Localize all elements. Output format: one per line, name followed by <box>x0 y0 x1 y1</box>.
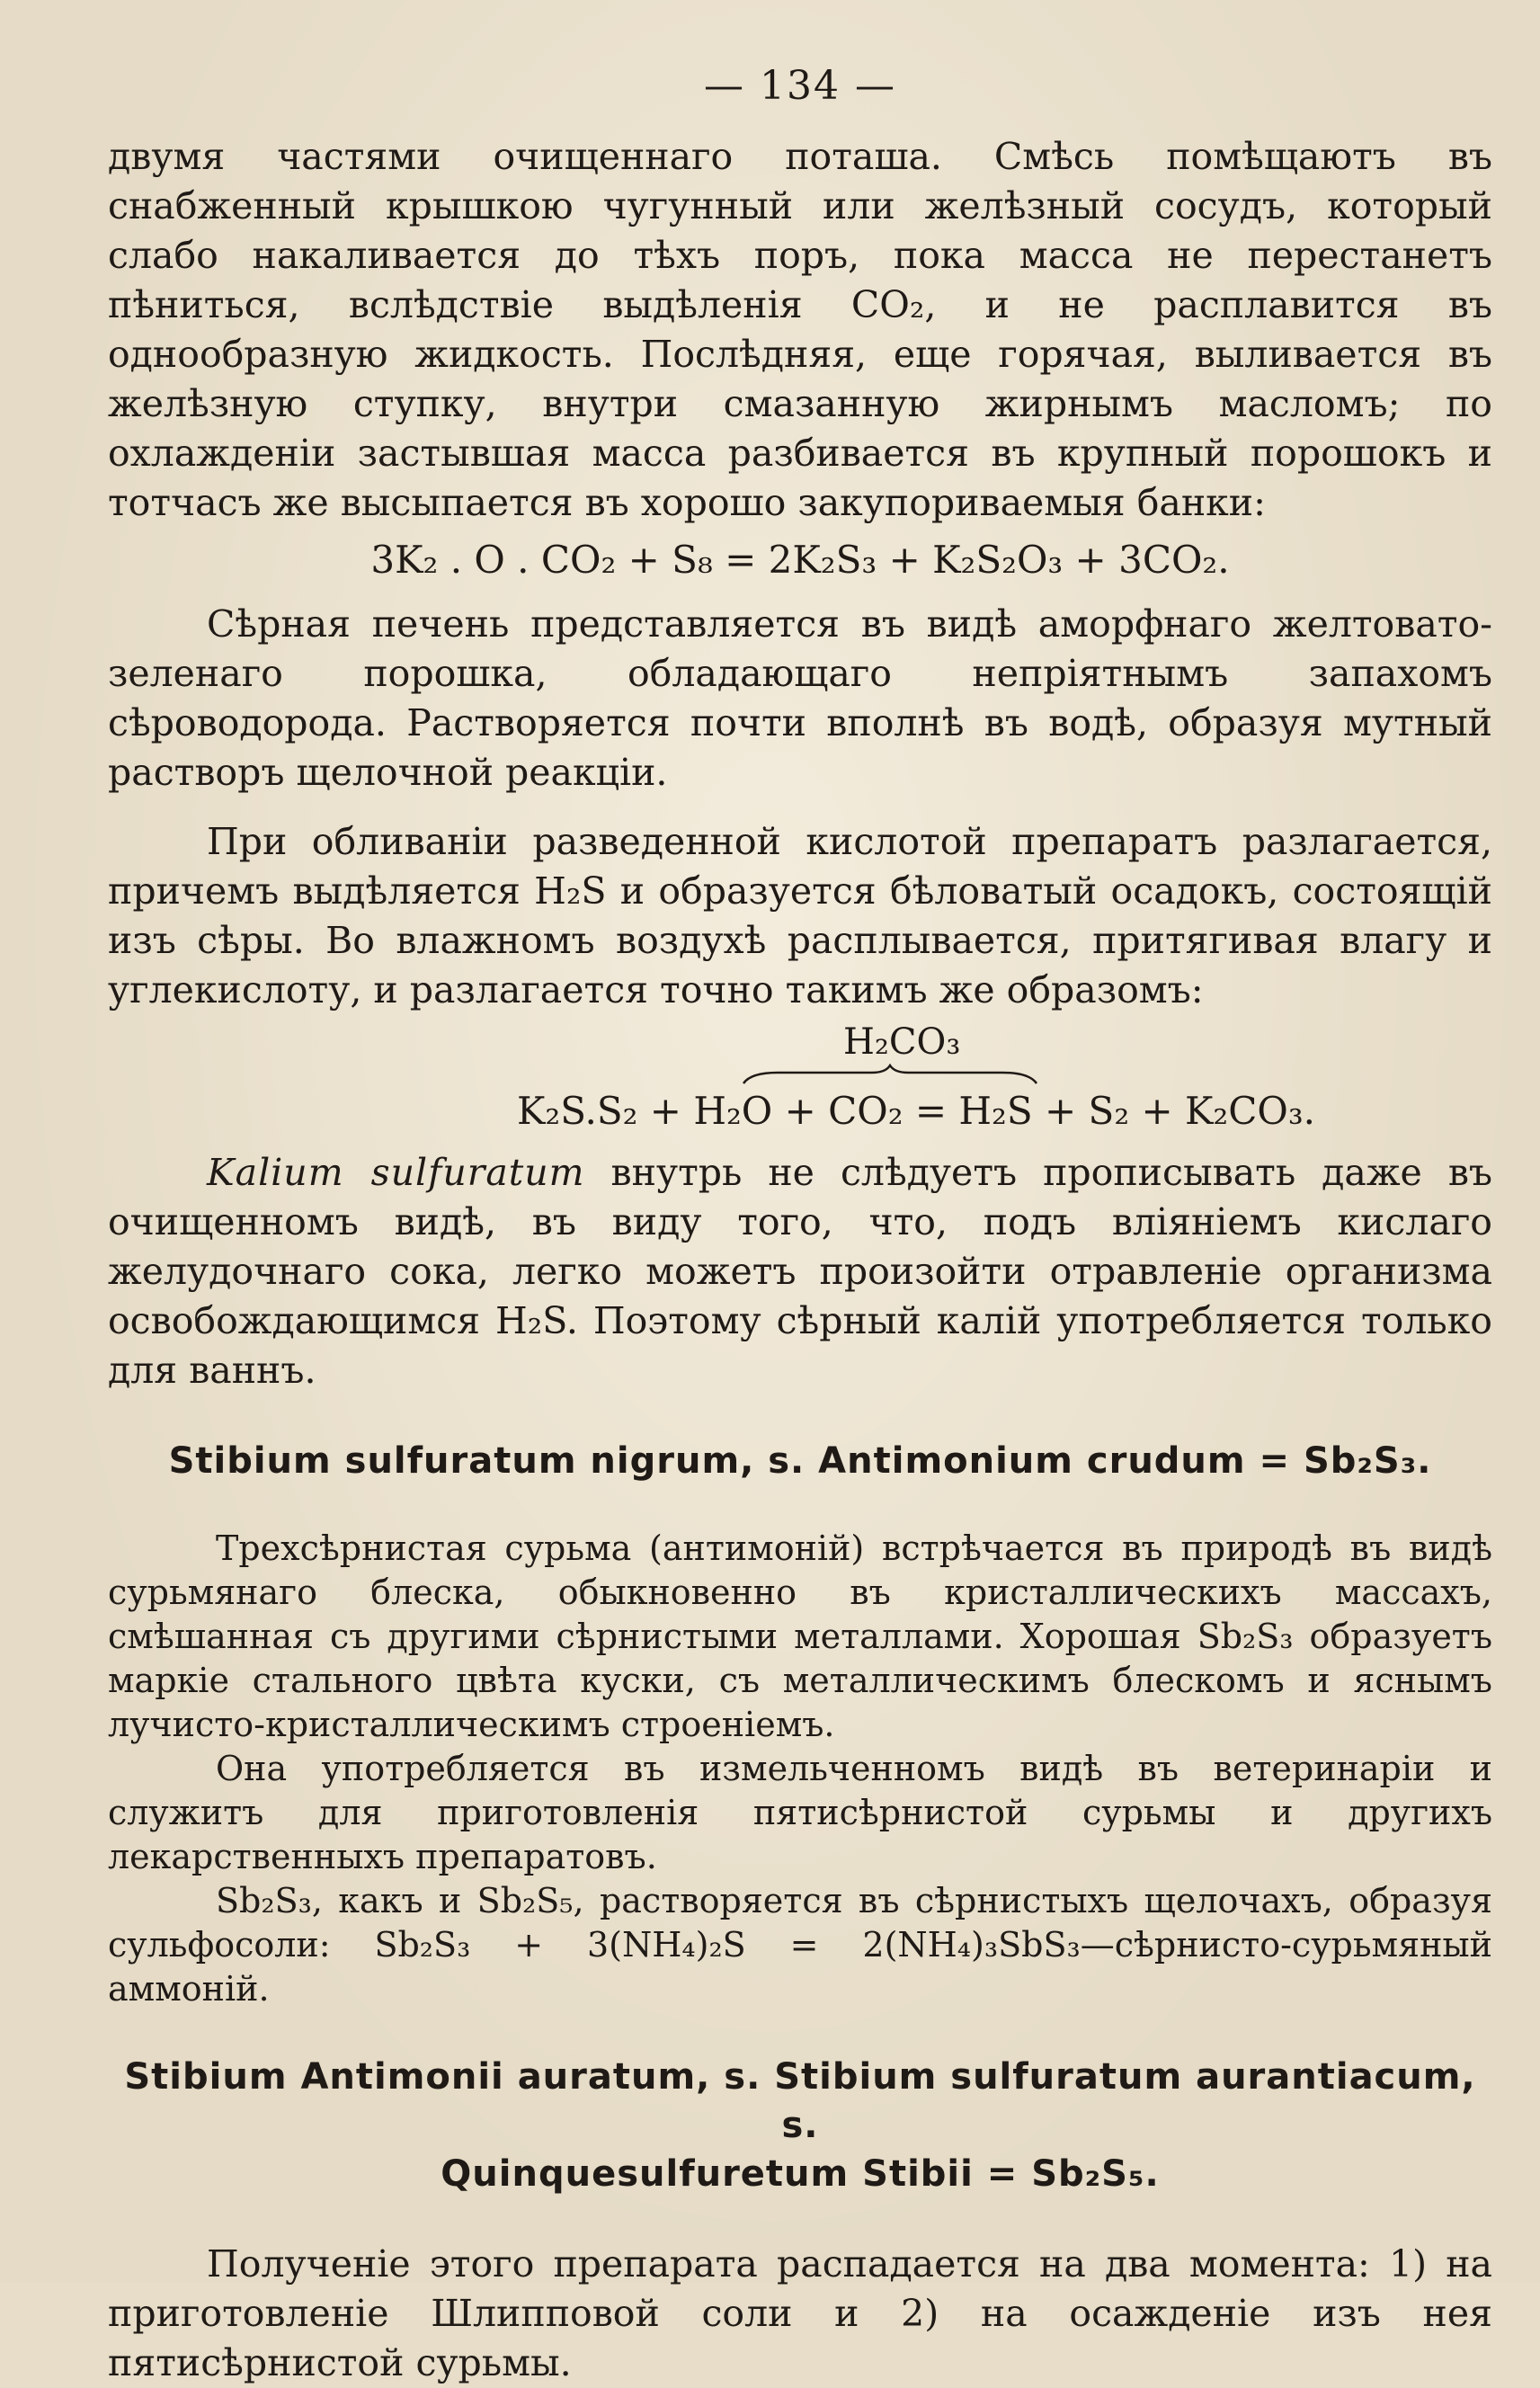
kalium-italic-lead: Kalium sulfuratum <box>207 1151 585 1194</box>
formula-potash-sulfur: 3K₂ . O . CO₂ + S₈ = 2K₂S₃ + K₂S₂O₃ + 3CO₂. <box>370 538 1230 582</box>
spacer <box>108 2198 1492 2240</box>
formula-brace-label: H₂CO₃ <box>843 1021 961 1063</box>
section-heading-stibium-nigrum: Stibium sulfuratum nigrum, s. Antimonium crudum = Sb₂S₃. <box>168 1440 1432 1482</box>
stibium-nigrum-paragraph-1: Трехсѣрнистая сурьма (антимоній) встрѣчается въ природѣ въ видѣ сурьмянаго блеска, обыкновенно въ кристаллическихъ массахъ, смѣшанная съ другими сѣрнистыми металлами. Хорошая Sb₂S₃ образуетъ маркіе стального цвѣта куски, съ металлическимъ блескомъ и яснымъ лучисто-кристаллическимъ строеніемъ. <box>108 1528 1492 1744</box>
formula-decomposition: K₂S.S₂ + H₂O + CO₂ = H₂S + S₂ + K₂CO₃. <box>517 1089 1316 1133</box>
stibium-nigrum-paragraph-3: Sb₂S₃, какъ и Sb₂S₅, растворяется въ сѣрнистыхъ щелочахъ, образуя сульфосоли: Sb₂S₃ + 3(NH₄)₂S = 2(NH₄)₃SbS₃—сѣрнисто-сурьмяный аммоній. <box>108 1881 1492 2009</box>
spacer <box>108 2011 1492 2053</box>
stibium-nigrum-paragraph-2: Она употребляется въ измельченномъ видѣ въ ветеринаріи и служитъ для приготовленія пятисѣрнистой сурьмы и другихъ лекарственныхъ препаратовъ. <box>108 1749 1492 1876</box>
stibium-auratum-paragraph: Полученіе этого препарата распадается на два момента: 1) на приготовленіе Шлипповой соли и 2) на осажденіе изъ нея пятисѣрнистой сурьмы. <box>108 2242 1492 2384</box>
spacer <box>108 1485 1492 1527</box>
decomposition-paragraph: При обливаніи разведенной кислотой препаратъ разлагается, причемъ выдѣляется H₂S и образуется бѣловатый осадокъ, состоящій изъ сѣры. Во влажномъ воздухѣ расплывается, притягивая влагу и углекислоту, и разлагается точно такимъ же образомъ: <box>108 820 1492 1011</box>
page-number: — 134 — <box>704 63 896 109</box>
kalium-paragraph-text: внутрь не слѣдуетъ прописывать даже въ очищенномъ видѣ, въ виду того, что, подъ вліяніемъ кислаго желудочнаго сока, легко можетъ произойти отравленіе организма освобождающимся H₂S. Поэтому сѣрный калій употребляется только для ваннъ. <box>108 1151 1492 1392</box>
page-content <box>108 63 1492 2388</box>
description-paragraph: Сѣрная печень представляется въ видѣ аморфнаго желтовато-зеленаго порошка, обладающаго непріятнымъ запахомъ сѣроводорода. Растворяется почти вполнѣ въ водѣ, образуя мутный растворъ щелочной реакціи. <box>108 602 1492 794</box>
kalium-paragraph <box>108 1148 1492 1395</box>
section-heading-stibium-auratum-line-1: Stibium Antimonii auratum, s. Stibium sulfuratum aurantiacum, s. <box>124 2056 1476 2146</box>
intro-paragraph: двумя частями очищеннаго поташа. Смѣсь помѣщаютъ въ снабженный крышкою чугунный или желѣзный сосудъ, который слабо накаливается до тѣхъ поръ, пока масса не перестанетъ пѣниться, вслѣдствіе выдѣленія CO₂, и не расплавится въ однообразную жидкость. Послѣдняя, еще горячая, выливается въ желѣзную ступку, внутри смазанную жирнымъ масломъ; по охлажденіи застывшая масса разбивается въ крупный порошокъ и тотчасъ же высыпается въ хорошо закупориваемыя банки: <box>108 135 1492 524</box>
section-heading-stibium-auratum-line-2: Quinquesulfuretum Stibii = Sb₂S₅. <box>441 2153 1160 2195</box>
spacer <box>108 797 1492 817</box>
overbrace-icon <box>742 1064 1038 1085</box>
spacer <box>108 1395 1492 1437</box>
formula-decomposition-block <box>108 1020 1492 1139</box>
